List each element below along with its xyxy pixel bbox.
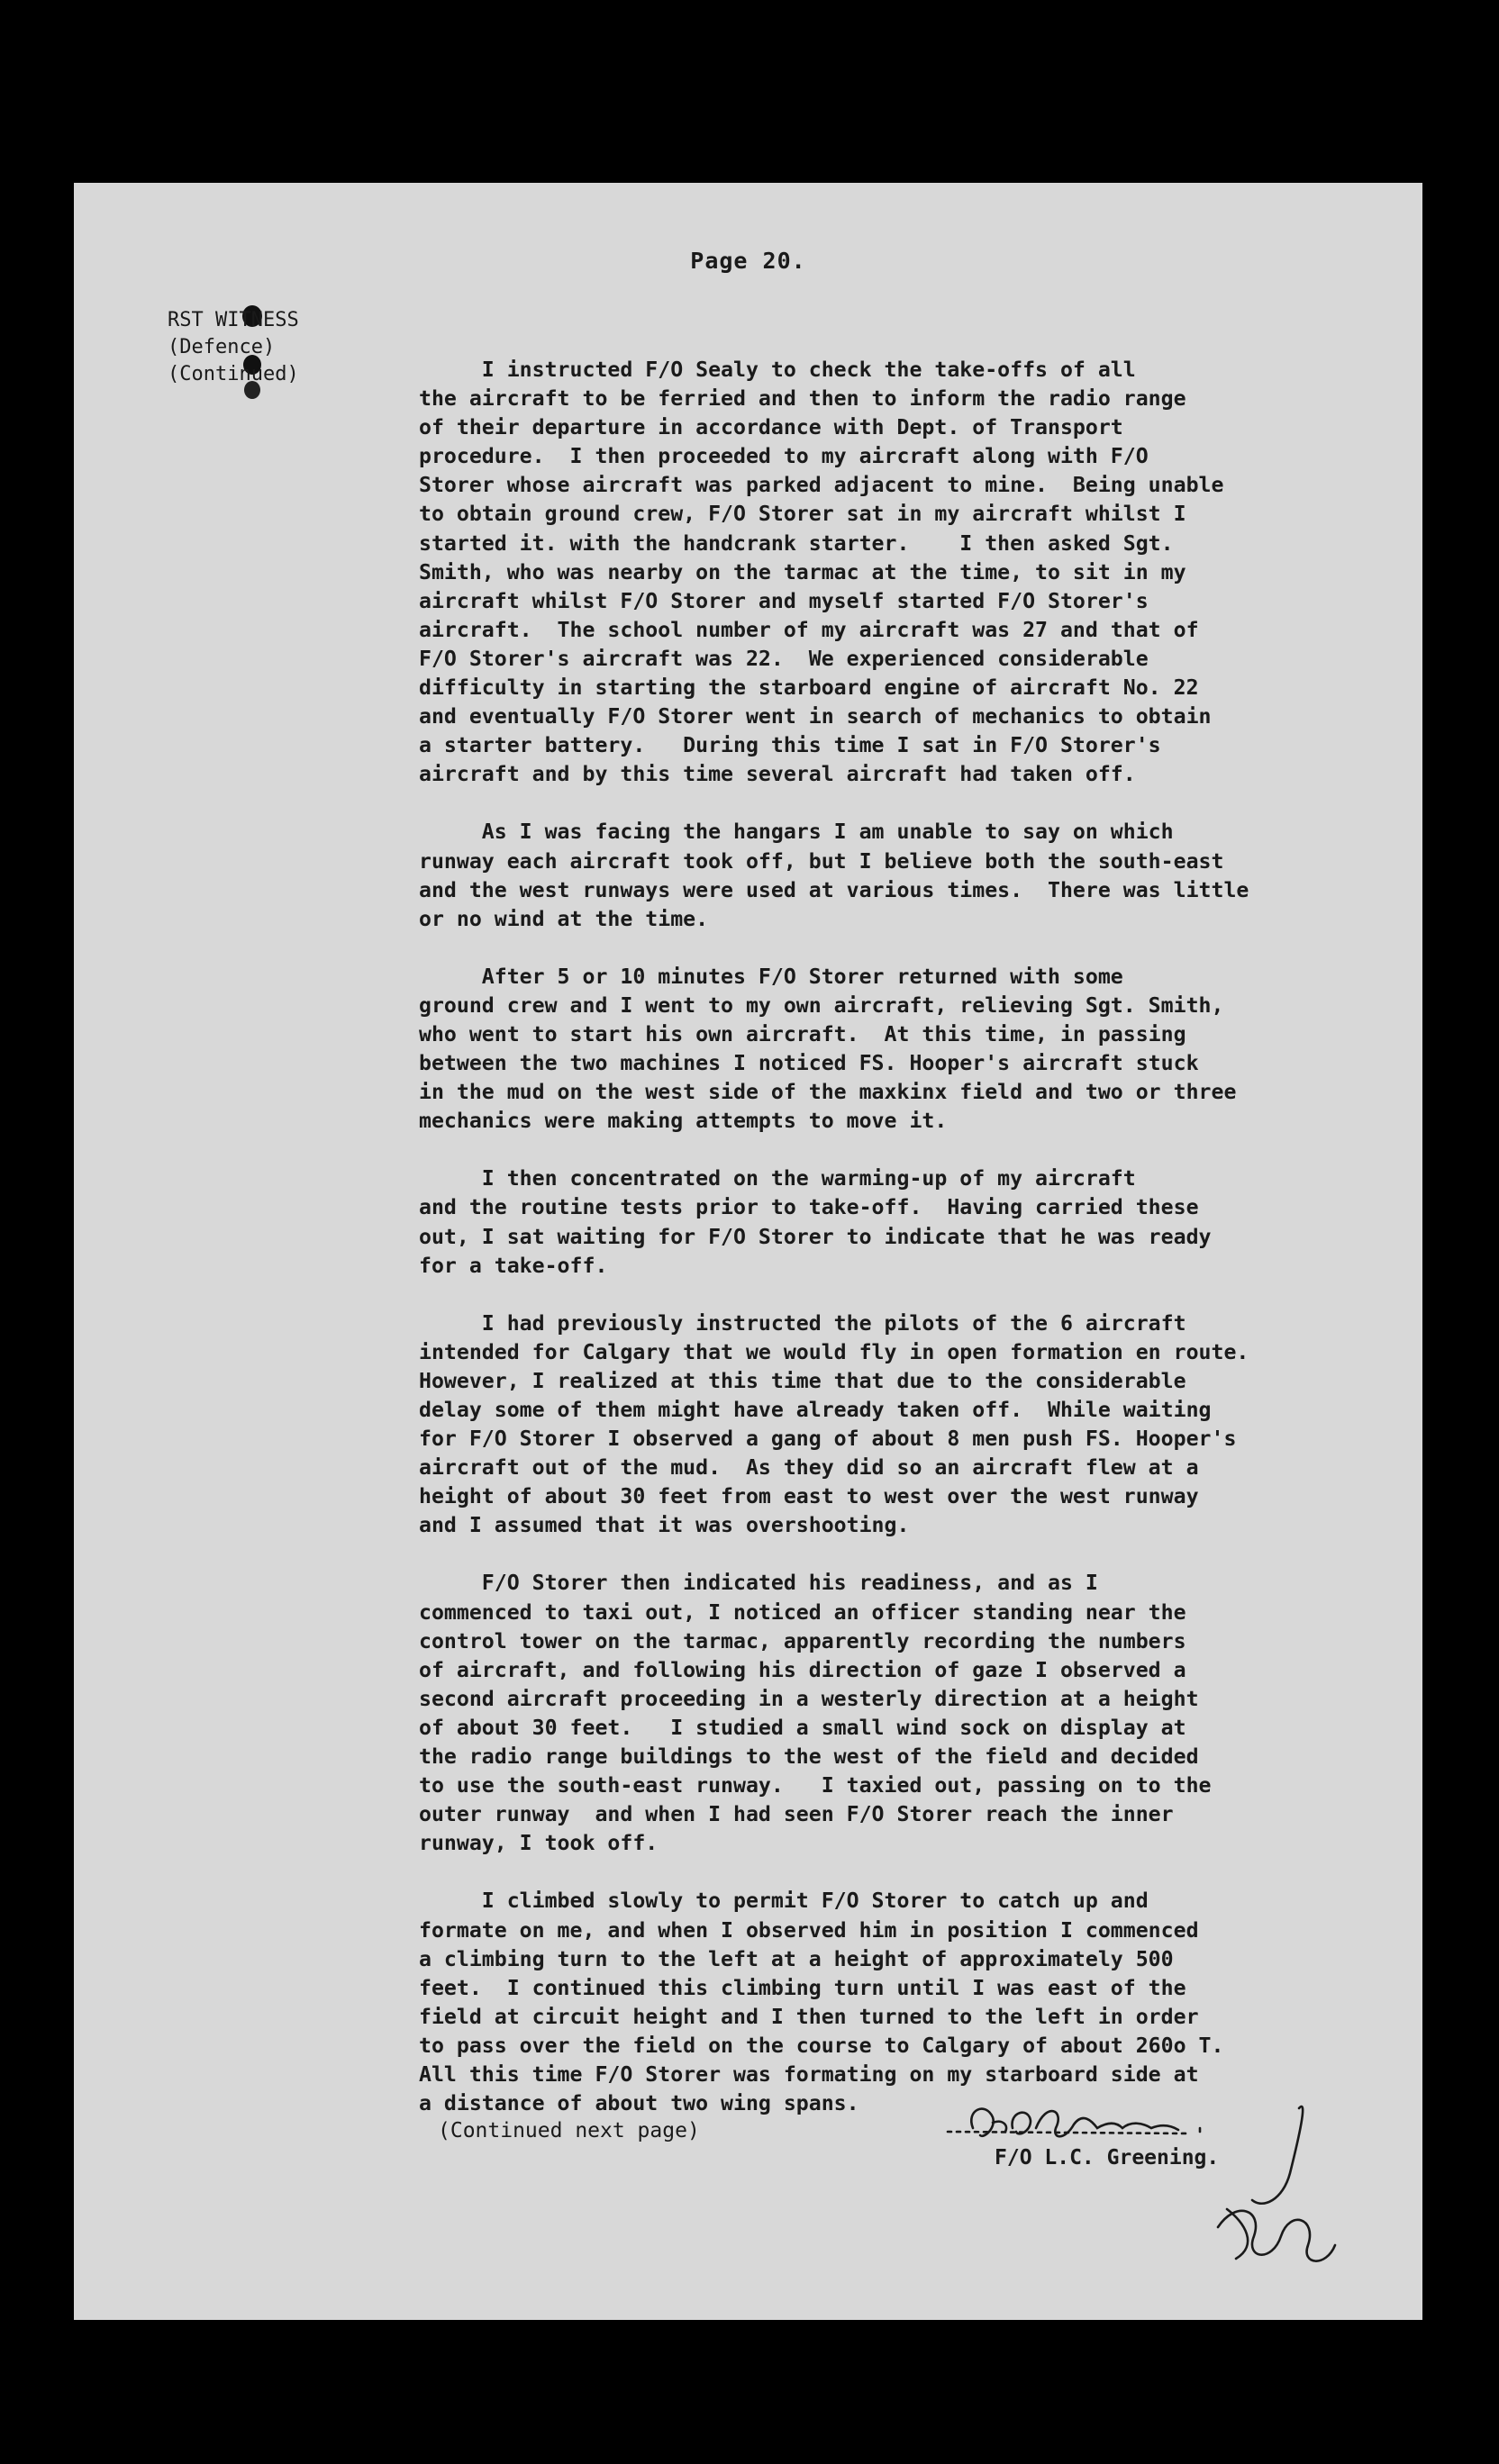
text-line: I instructed F/O Sealy to check the take-offs of all xyxy=(419,358,1136,382)
text-line: All this time F/O Storer was formating on my starboard side at xyxy=(419,2061,1199,2087)
text-line: Storer whose aircraft was parked adjacent to mine. Being unable xyxy=(419,473,1224,498)
side-label-line: RST WITNESS xyxy=(168,309,299,331)
text-line: control tower on the tarmac, apparently recording the numbers xyxy=(419,1628,1186,1653)
text-line: I then concentrated on the warming-up of my aircraft xyxy=(419,1166,1136,1191)
signature-block xyxy=(930,2065,1380,2308)
text-line: a distance of about two wing spans. xyxy=(419,2091,859,2116)
text-line: intended for Calgary that we would fly in open formation en route. xyxy=(419,1339,1249,1364)
text-line: feet. I continued this climbing turn until I was east of the xyxy=(419,1975,1186,2000)
text-line: started it. with the handcrank starter. I then asked Sgt. xyxy=(419,530,1174,556)
text-line: a starter battery. During this time I sat in F/O Storer's xyxy=(419,733,1161,758)
text-line: out, I sat waiting for F/O Storer to indicate that he was ready xyxy=(419,1224,1212,1249)
text-line: of their departure in accordance with Dept. of Transport xyxy=(419,415,1123,440)
text-line: or no wind at the time. xyxy=(419,906,709,931)
handwritten-signature xyxy=(930,2065,1380,2308)
text-line: in the mud on the west side of the maxkinx field and two or three xyxy=(419,1080,1237,1105)
paragraph xyxy=(419,818,1374,933)
text-line: field at circuit height and I then turned to the left in order xyxy=(419,2004,1199,2029)
side-label-line: (Continued) xyxy=(168,363,299,385)
testimony-body xyxy=(419,356,1374,2147)
text-line: delay some of them might have already taken off. While waiting xyxy=(419,1398,1212,1422)
text-line: for F/O Storer I observed a gang of about 8 men push FS. Hooper's xyxy=(419,1427,1237,1452)
witness-side-label xyxy=(168,307,299,388)
text-line: and I assumed that it was overshooting. xyxy=(419,1513,910,1538)
signatory-name: F/O L.C. Greening. xyxy=(995,2146,1220,2170)
text-line: the radio range buildings to the west of the field and decided xyxy=(419,1744,1199,1770)
paragraph xyxy=(419,356,1374,789)
text-line: and eventually F/O Storer went in search of mechanics to obtain xyxy=(419,704,1212,729)
page-number-header: Page 20. xyxy=(690,248,806,274)
text-line: for a take-off. xyxy=(419,1253,608,1278)
text-line: mechanics were making attempts to move it. xyxy=(419,1109,948,1134)
side-label-line: (Defence) xyxy=(168,336,276,358)
text-line: Smith, who was nearby on the tarmac at the time, to sit in my xyxy=(419,559,1186,584)
text-line: However, I realized at this time that due to the considerable xyxy=(419,1368,1186,1393)
paragraph xyxy=(419,1309,1374,1541)
text-line: F/O Storer's aircraft was 22. We experienced considerable xyxy=(419,646,1149,671)
text-line: aircraft whilst F/O Storer and myself started F/O Storer's xyxy=(419,588,1149,613)
text-line: runway, I took off. xyxy=(419,1831,659,1856)
continued-note: (Continued next page) xyxy=(438,2119,700,2142)
text-line: outer runway and when I had seen F/O Storer reach the inner xyxy=(419,1802,1174,1827)
text-line: of about 30 feet. I studied a small wind sock on display at xyxy=(419,1715,1186,1740)
text-line: to use the south-east runway. I taxied out, passing on to the xyxy=(419,1773,1212,1798)
text-line: who went to start his own aircraft. At this time, in passing xyxy=(419,1021,1186,1046)
paragraph xyxy=(419,963,1374,1137)
paragraph xyxy=(419,1569,1374,1858)
text-line: aircraft. The school number of my aircraft was 27 and that of xyxy=(419,617,1199,642)
text-line: of aircraft, and following his direction of gaze I observed a xyxy=(419,1657,1186,1682)
text-line: As I was facing the hangars I am unable to say on which xyxy=(419,820,1174,845)
text-line: aircraft and by this time several aircraft had taken off. xyxy=(419,762,1136,787)
text-line: and the routine tests prior to take-off. Having carried these xyxy=(419,1195,1199,1220)
text-line: to obtain ground crew, F/O Storer sat in my aircraft whilst I xyxy=(419,502,1186,527)
text-line: After 5 or 10 minutes F/O Storer returned with some xyxy=(419,964,1123,989)
text-line: I had previously instructed the pilots of the 6 aircraft xyxy=(419,1310,1186,1336)
text-line: a climbing turn to the left at a height of approximately 500 xyxy=(419,1946,1174,1971)
text-line: runway each aircraft took off, but I believe both the south-east xyxy=(419,848,1224,874)
text-line: to pass over the field on the course to Calgary of about 260o T. xyxy=(419,2033,1224,2058)
text-line: height of about 30 feet from east to west over the west runway xyxy=(419,1484,1199,1509)
text-line: commenced to taxi out, I noticed an officer standing near the xyxy=(419,1599,1186,1625)
text-line: difficulty in starting the starboard engine of aircraft No. 22 xyxy=(419,675,1199,701)
text-line: between the two machines I noticed FS. Hooper's aircraft stuck xyxy=(419,1051,1199,1076)
text-line: procedure. I then proceeded to my aircraft along with F/O xyxy=(419,444,1149,469)
text-line: the aircraft to be ferried and then to inform the radio range xyxy=(419,386,1186,412)
text-line: aircraft out of the mud. As they did so an aircraft flew at a xyxy=(419,1455,1199,1481)
text-line: ground crew and I went to my own aircraft, relieving Sgt. Smith, xyxy=(419,992,1224,1018)
text-line: and the west runways were used at various times. There was little xyxy=(419,877,1249,902)
document-page xyxy=(74,183,1422,2320)
paragraph xyxy=(419,1164,1374,1280)
text-line: second aircraft proceeding in a westerly direction at a height xyxy=(419,1686,1199,1711)
text-line: formate on me, and when I observed him in position I commenced xyxy=(419,1917,1199,1943)
text-line: F/O Storer then indicated his readiness, and as I xyxy=(419,1571,1098,1596)
text-line: I climbed slowly to permit F/O Storer to catch up and xyxy=(419,1889,1149,1914)
